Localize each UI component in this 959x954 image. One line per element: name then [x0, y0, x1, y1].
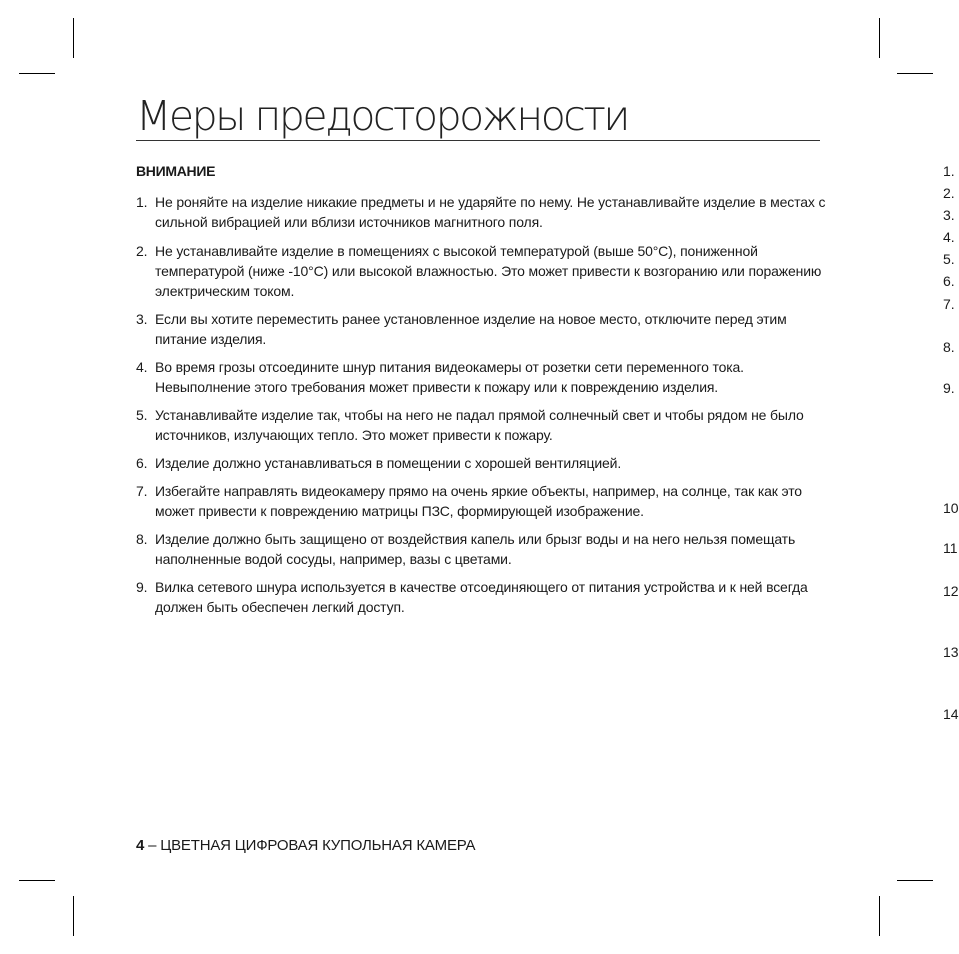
item-text: Вилка сетевого шнура используется в качестве отсоединяющего от питания устройства и к ней всегда должен быть обеспечен легкий доступ.: [155, 579, 808, 615]
page-title: Меры предосторожности: [136, 92, 628, 140]
crop-mark: [73, 896, 74, 936]
adjacent-page-edge: [943, 0, 959, 954]
crop-mark: [73, 18, 74, 58]
item-text: Изделие должно быть защищено от воздействия капель или брызг воды и на него нельзя помещать наполненные водой сосуды, например, вазы с цветами.: [155, 531, 796, 567]
edge-number: 10: [943, 500, 959, 516]
list-item: [136, 241, 826, 301]
crop-mark: [19, 73, 55, 74]
list-item: [136, 357, 826, 397]
edge-number: 9.: [943, 380, 955, 396]
edge-number: 6.: [943, 273, 955, 289]
edge-number: 1.: [943, 163, 955, 179]
edge-number: 8.: [943, 339, 955, 355]
item-number: 6.: [136, 455, 148, 471]
list-item: [136, 577, 826, 617]
edge-number: 12: [943, 583, 959, 599]
title-underline: [136, 140, 820, 141]
item-text: Не роняйте на изделие никакие предметы и не ударяйте по нему. Не устанавливайте изделие в местах с сильной вибрацией или вблизи источников магнитного поля.: [155, 194, 826, 230]
item-text: Если вы хотите переместить ранее установленное изделие на новое место, отключите перед этим питание изделия.: [155, 311, 787, 347]
edge-number: 11: [943, 540, 958, 556]
crop-mark: [879, 18, 880, 58]
item-text: Не устанавливайте изделие в помещениях с высокой температурой (выше 50°C), пониженной температурой (ниже -10°C) или высокой влажностью. Это может привести к возгоранию или поражению электрическим током.: [155, 243, 822, 299]
item-number: 2.: [136, 243, 148, 259]
section-heading: ВНИМАНИЕ: [136, 163, 216, 179]
list-item: [136, 309, 826, 349]
item-number: 9.: [136, 579, 148, 595]
page-footer: [136, 837, 475, 854]
footer-text: ЦВЕТНАЯ ЦИФРОВАЯ КУПОЛЬНАЯ КАМЕРА: [160, 837, 476, 854]
list-item: [136, 529, 826, 569]
edge-number: 2.: [943, 185, 955, 201]
item-number: 5.: [136, 407, 148, 423]
crop-mark: [19, 880, 55, 881]
footer-separator: –: [144, 837, 161, 854]
crop-mark: [897, 880, 933, 881]
list-item: [136, 405, 826, 445]
item-text: Во время грозы отсоедините шнур питания видеокамеры от розетки сети переменного тока. Невыполнение этого требования может привести к пожару или к повреждению изделия.: [155, 359, 744, 395]
edge-number: 7.: [943, 296, 955, 312]
crop-mark: [879, 896, 880, 936]
edge-number: 5.: [943, 251, 955, 267]
precautions-list: [136, 192, 826, 617]
item-number: 1.: [136, 194, 148, 210]
item-text: Устанавливайте изделие так, чтобы на него не падал прямой солнечный свет и чтобы рядом не было источников, излучающих тепло. Это может привести к пожару.: [155, 407, 804, 443]
item-number: 3.: [136, 311, 148, 327]
list-item: [136, 481, 826, 521]
item-text: Избегайте направлять видеокамеру прямо на очень яркие объекты, например, на солнце, так как это может привести к повреждению матрицы ПЗС, формирующей изображение.: [155, 483, 802, 519]
list-item: [136, 192, 826, 232]
edge-number: 4.: [943, 229, 955, 245]
edge-number: 14: [943, 706, 959, 722]
page-number: 4: [136, 837, 145, 854]
crop-mark: [897, 73, 933, 74]
item-number: 8.: [136, 531, 148, 547]
item-number: 7.: [136, 483, 148, 499]
edge-number: 3.: [943, 207, 955, 223]
edge-number: 13: [943, 644, 959, 660]
item-text: Изделие должно устанавливаться в помещении с хорошей вентиляцией.: [155, 455, 622, 471]
list-item: [136, 453, 826, 473]
item-number: 4.: [136, 359, 148, 375]
